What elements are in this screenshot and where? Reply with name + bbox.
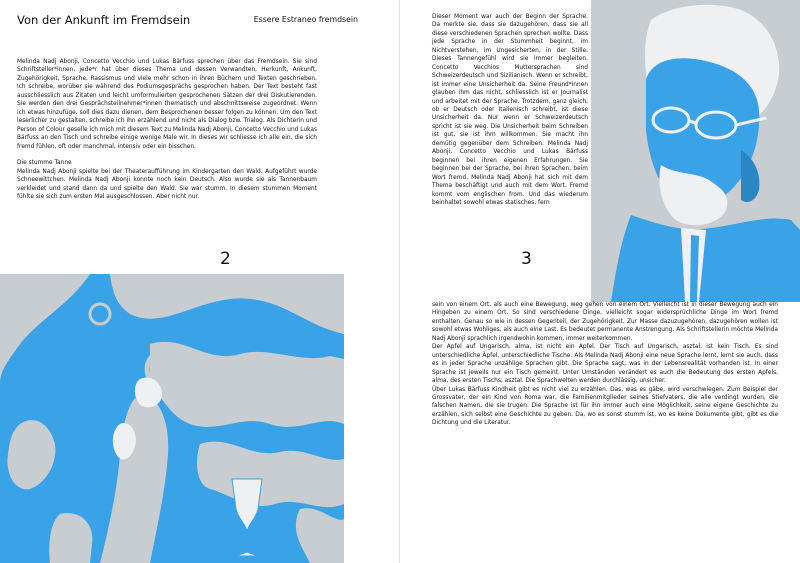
duotone-stage-image xyxy=(0,274,344,563)
page-subtitle: Essere Estraneo fremdsein xyxy=(253,15,358,24)
stage-photo xyxy=(0,274,344,563)
fremd-paragraph: sein von einem Ort, als auch eine Bewegung, weg gehen von einem Ort. Vielleicht ist in dieser Bewegung auch ein Hingeben zu einem Ort. So sind verschiedene Dinge, vielleicht sogar widersprüchliche Dinge im Wort fremd enthalten. Genau so wie in dessen Gegenteil, der Zugehörigkeit. Zur Masse dazuzugehören, dazugehören wollen ist sowohl etwas Wohliges, als auch eine Last. Es bedeutet permanente Anstrengung. Als Schriftstellerin möchte Melinda Nadj Abonji sprachlich irgendwohin kommen, immer weiterkommen. xyxy=(432,302,778,342)
portrait-photo xyxy=(591,0,800,302)
intro-column xyxy=(17,58,317,202)
duotone-portrait-image xyxy=(591,0,800,302)
wide-column xyxy=(432,301,778,428)
section-paragraph: Melinda Nadj Abonji spielte bei der Theateraufführung im Kindergarten den Wald. Aufgeführt wurde Schneewittchen. Melinda Nadj Abonji konnte noch kein Deutsch. Also wurde sie als Tannenbaum verkleidet und stand dann da und spielte den Wald. Sie war stumm. In diesem stummen Moment fühlte sie sich zum ersten Mal ausgeschlossen. Aber nicht nur. xyxy=(17,168,317,201)
narrow-column xyxy=(432,13,588,207)
section-heading: Die stumme Tanne xyxy=(17,160,72,167)
page-title: Von der Ankunft im Fremdsein xyxy=(17,13,191,27)
page-number-left: 2 xyxy=(220,249,231,269)
childhood-paragraph: Über Lukas Bärfuss Kindheit gibt es nicht viel zu erzählen. Das, was es gäbe, wird verschwiegen. Zum Beispiel der Grossvater, der ein Kind von Roma war, die Familienmitglieder seines Stiefvaters, die alle verdingt wurden, die falschen Namen, die sie trugen. Die Sprache ist für ihn immer auch eine Möglichkeit, seine eigene Geschichte zu erzählen, sich selbst eine Geschichte zu geben. Da, wo es sonst stumm ist, wo es keine Dokumente gibt, gibt es die Dichtung und die Literatur. xyxy=(432,386,778,427)
intro-paragraph: Melinda Nadj Abonji, Concetto Vecchio und Lukas Bärfuss sprechen über das Fremdsein. Sie sind Schriftsteller*innen, jede*r hat über dieses Thema und dessen Verwandten, Herkunft, Ankunft, Zugehörigkeit, Sprache, Rassismus und viele mehr schon in ihren Büchern und Texten geschrieben. Ich schreibe, worüber sie während des Podiumsgesprächs gesprochen haben. Der Text besteht fast ausschliesslich aus Zitaten und leicht umformulierten gesprochenen Sätzen der drei Diskutierenden. Sie werden den drei Gesprächsteilnehmer*innen thematisch und abschnittsweise zugeordnet. Wenn ich etwas hinzufüge, soll dies dazu dienen, dem Besprochenen besser folgen zu können. Um den Text leserlicher zu gestalten, schreibe ich ihn erzählend und nicht als Dialog bzw. Trialog. Als Dichterin und Person of Colour geselle ich mich mit diesem Text zu Melinda Nadj Abonji, Concetto Vecchio und Lukas Bärfuss an den Tisch und schreibe einige wenige Male wir. In dieses wir schliesse ich alle ein, die sich fremd fühlen, oft oder manchmal, intensiv oder ein bisschen. xyxy=(17,59,317,150)
apple-paragraph: Der Apfel auf Ungarisch, alma, ist nicht ein Apfel. Der Tisch auf Ungarisch, asztal, ist kein Tisch. Es sind unterschiedliche Äpfel, unterschiedliche Tische. Als Melinda Nadj Abonji eine neue Sprache lernt, lernt sie auch, dass es in jeder Sprache unzählige Sprachen gibt. Die Sprache sagt, was in der Lebensrealität vorhanden ist. In einer Sprache ist jeweils nur ein Tisch gemeint. Unter Umständen verändert es auch die Bedeutung des ersten Apfels, alma, des ersten Tischs, asztal. Die Sprachwelten werden durchlässig, unsicher. xyxy=(432,344,778,385)
right-page xyxy=(400,0,800,563)
column-paragraph: Dieser Moment war auch der Beginn der Sprache. Da merkte sie, dass sie dazugehören, dass sie all diese verschiedenen Sprachen sprechen wollte. Dass jede Sprache in der Stummheit beginnt, im Nichtverstehen, im Ungesicherten, in der Stille. Dieses Tannengefühl wird sie immer begleiten. Concetto Vecchios Muttersprachen sind Schweizerdeutsch und Sizilianisch. Wenn er schreibt, ist immer eine Unsicherheit da. Seine Freund*innen glauben ihm das nicht, schliesslich ist er Journalist und arbeitet mit der Sprache. Trotzdem, ganz gleich, ob er Deutsch oder Italienisch schreibt, ist diese Unsicherheit da. Nur wenn er Schweizerdeutsch spricht ist sie weg. Die Unsicherheit beim Schreiben ist gut, sie ist ihm willkommen. Sie macht ihn demütig gegenüber dem Schreiben. Melinda Nadj Abonji, Concetto Vecchio und Lukas Bärfuss beginnen bei ihren eigenen Erfahrungen. Sie beginnen bei der Sprache, bei ihren Sprachen, beim Wort fremd. Melinda Nadj Abonji hat sich mit dem Thema beschäftigt und auch mit dem Wort. Fremd kommt vom englischen from. Und das wiederum beinhaltet sowohl etwas statisches, fern xyxy=(432,14,588,206)
page-number-right: 3 xyxy=(521,249,532,269)
